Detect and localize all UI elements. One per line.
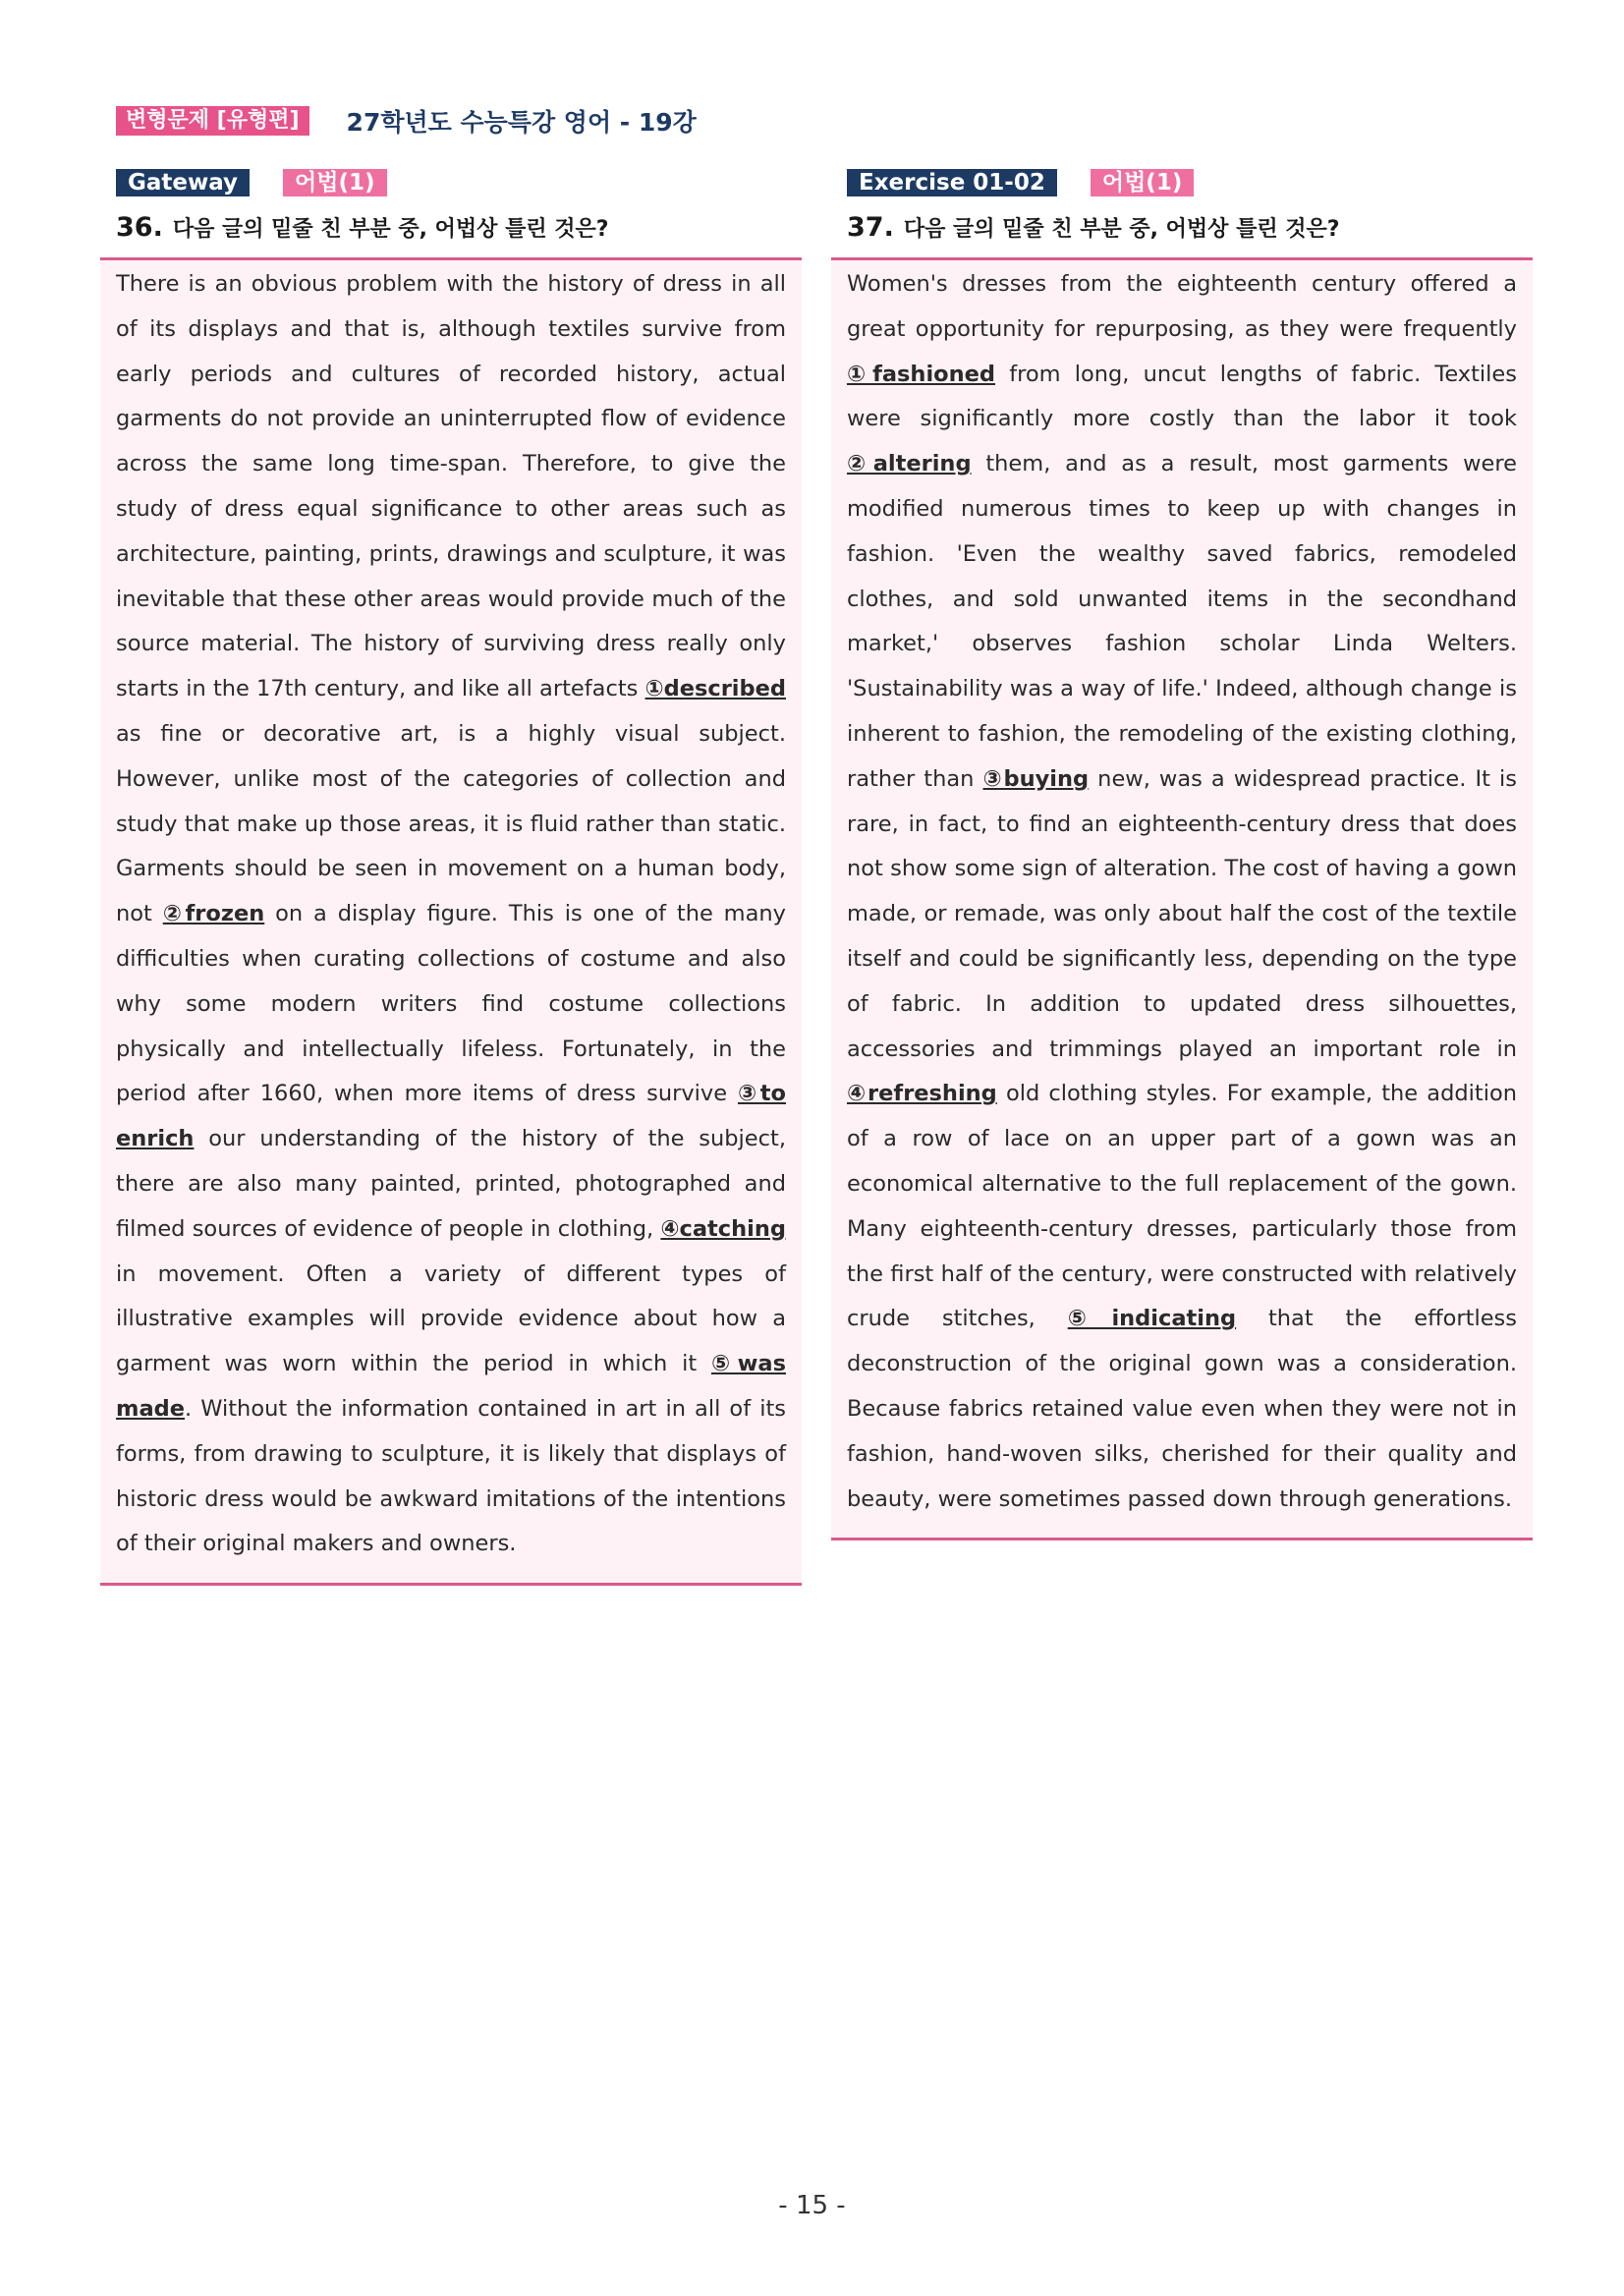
left-underline-4: ④catching <box>660 1215 786 1242</box>
right-underline-3: ③buying <box>982 765 1090 792</box>
right-passage-text: them, and as a result, most garments were modified numerous times to keep up with changes in fashion. 'Even the wealthy saved fabrics, remodeled clothes, and sold unwanted items in the secondhand market,' observes fashion scholar Linda Welters. 'Sustainability was a way of life.' Indeed, although change is inherent to fashion, the remodeling of the existing clothing, rather than <box>847 451 1517 792</box>
left-passage-text: our understanding of the history of the subject, there are also many painted, printed, photographed and filmed sources of evidence of people in clothing, <box>116 1126 786 1242</box>
right-category-label: 어법(1) <box>1091 169 1194 196</box>
left-passage-box <box>100 257 802 1586</box>
left-underline-2: ②frozen <box>162 901 265 927</box>
page-header <box>116 104 697 138</box>
right-question-number: 37. <box>847 212 894 243</box>
right-passage-text: new, was a widespread practice. It is rare, in fact, to find an eighteenth-century dress that does not show some sign of alteration. The cost of having a gown made, or remade, was only about half the cost of the textile itself and could be significantly less, depending on the type of fabric. In addition to updated dress silhouettes, accessories and trimmings played an important role in <box>847 765 1517 1062</box>
right-passage-text: old clothing styles. For example, the addition of a row of lace on an upper part of a gown was an economical alternative to the full replacement of the gown. Many eighteenth-century dresses, particularly those from the first half of the century, were constructed with relatively crude stitches, <box>847 1081 1517 1332</box>
header-title: 27학년도 수능특강 영어 - 19강 <box>346 108 697 137</box>
right-passage-box <box>831 257 1533 1540</box>
left-column <box>100 169 802 1586</box>
right-passage-text: that the effortless deconstruction of the original gown was a consideration. Because fabrics retained value even when they were not in fashion, hand-woven silks, cherished for their quality and beauty, were sometimes passed down through generations. <box>847 1306 1518 1512</box>
right-question <box>847 208 1533 248</box>
right-underline-5: ⑤indicating <box>1067 1306 1237 1332</box>
right-underline-1: ①fashioned <box>847 361 996 387</box>
right-question-text: 다음 글의 밑줄 친 부분 중, 어법상 틀린 것은? <box>903 217 1340 242</box>
right-passage-text: from long, uncut lengths of fabric. Textiles were significantly more costly than the labor it took <box>847 361 1517 432</box>
left-underline-1: ①described <box>644 676 786 702</box>
left-underline-3: ③to enrich <box>116 1081 786 1152</box>
left-source-label: Gateway <box>116 169 250 196</box>
left-label-row <box>116 169 802 196</box>
left-passage-text: There is an obvious problem with the history of dress in all of its displays and that is, although textiles survive from early periods and cultures of recorded history, actual garments do not provide an uninterrupted flow of evidence across the same long time-span. Therefore, to give the study of dress equal significance to other areas such as architecture, painting, prints, drawings and sculpture, it was inevitable that these other areas would provide much of the source material. The history of surviving dress really only starts in the 17th century, and like all artefacts <box>116 271 786 702</box>
left-question-number: 36. <box>116 212 163 243</box>
right-label-row <box>847 169 1533 196</box>
page-number: - 15 - <box>778 2191 846 2220</box>
right-passage <box>847 262 1517 1522</box>
right-passage-text: Women's dresses from the eighteenth century offered a great opportunity for repurposing, as they were frequently <box>847 271 1517 342</box>
left-question-text: 다음 글의 밑줄 친 부분 중, 어법상 틀린 것은? <box>172 217 609 242</box>
right-column <box>831 169 1533 1540</box>
right-underline-4: ④refreshing <box>847 1081 997 1107</box>
left-passage-text: on a display figure. This is one of the many difficulties when curating collections of costume and also why some modern writers find costume collections physically and intellectually lifeless. Fortunately, in the period after 1660, when more items of dress survive <box>116 901 786 1107</box>
left-category-label: 어법(1) <box>283 169 386 196</box>
right-source-label: Exercise 01-02 <box>847 169 1057 196</box>
left-question <box>116 208 802 248</box>
left-passage-text: in movement. Often a variety of different types of illustrative examples will provide evidence about how a garment was worn within the period in which it <box>116 1260 786 1377</box>
right-underline-2: ②altering <box>847 451 972 477</box>
left-underline-5: ⑤was made <box>116 1351 786 1422</box>
left-passage <box>116 262 786 1567</box>
header-tag: 변형문제 [유형편] <box>116 106 309 136</box>
left-passage-text: as fine or decorative art, is a highly visual subject. However, unlike most of the categories of collection and study that make up those areas, it is fluid rather than static. Garments should be seen in movement on a human body, not <box>116 720 786 927</box>
left-passage-text: . Without the information contained in art in all of its forms, from drawing to sculpture, it is likely that displays of historic dress would be awkward imitations of the intentions of their original makers and owners. <box>116 1395 786 1557</box>
